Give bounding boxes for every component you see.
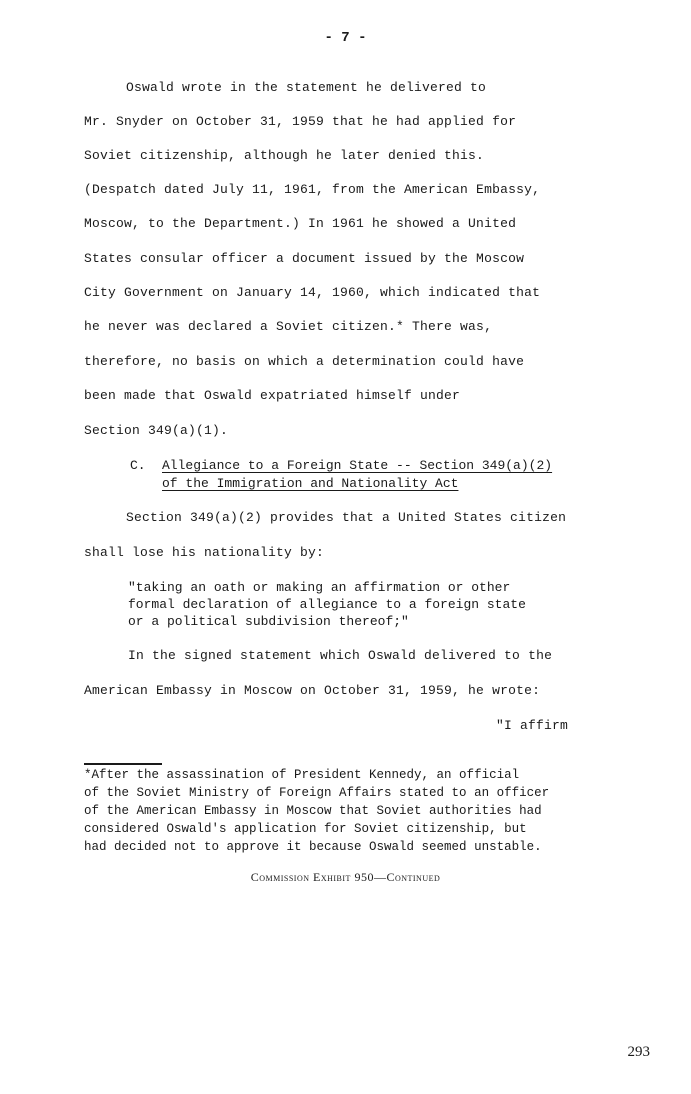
body-line: Mr. Snyder on October 31, 1959 that he had applied for [84,114,517,129]
body-line: (Despatch dated July 11, 1961, from the American Embassy, [84,182,541,197]
footnote-line: of the Soviet Ministry of Foreign Affairs stated to an officer [84,786,550,800]
footnote-line: had decided not to approve it because Oswald seemed unstable. [84,840,542,854]
quote-line: "taking an oath or making an affirmation or other [128,580,511,595]
body-line: he never was declared a Soviet citizen.* There was, [84,319,493,334]
footnote-line: of the American Embassy in Moscow that Soviet authorities had [84,804,542,818]
footnote-line: *After the assassination of President Kennedy, an official [84,768,520,782]
quote-line: or a political subdivision thereof;" [128,614,409,629]
closing-line: In the signed statement which Oswald delivered to the [128,648,553,663]
closing-line: "I affirm [496,718,569,733]
folio-page-number: 293 [627,1044,650,1060]
body-line: therefore, no basis on which a determination could have [84,354,525,369]
body-line: City Government on January 14, 1960, which indicated that [84,285,541,300]
body-line: Oswald wrote in the statement he delivered to [126,80,487,95]
footnote-line: considered Oswald's application for Soviet citizenship, but [84,822,527,836]
section-heading-line: Allegiance to a Foreign State -- Section 349(a)(2) [162,458,553,473]
body-line: Section 349(a)(1). [84,423,229,438]
quote-line: formal declaration of allegiance to a foreign state [128,597,526,612]
body-line: Moscow, to the Department.) In 1961 he showed a United [84,216,517,231]
body-line: Soviet citizenship, although he later denied this. [84,148,485,163]
footnote-divider [84,763,162,765]
section-heading-label: C. [130,458,146,473]
section-heading-line: of the Immigration and Nationality Act [162,476,459,491]
section-line: shall lose his nationality by: [84,545,325,560]
section-line: Section 349(a)(2) provides that a United States citizen [126,510,567,525]
exhibit-caption: Commission Exhibit 950—Continued [250,870,441,884]
closing-line: American Embassy in Moscow on October 31, 1959, he wrote: [84,683,541,698]
page-number: - 7 - [324,30,367,46]
body-line: been made that Oswald expatriated himself under [84,388,461,403]
body-line: States consular officer a document issued by the Moscow [84,251,525,266]
